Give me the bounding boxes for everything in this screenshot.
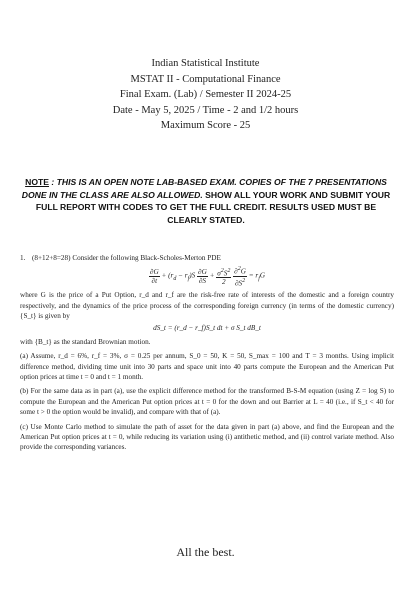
note-italic-text: : THIS IS AN OPEN NOTE LAB-BASED EXAM. COPIES OF THE 7 PRESENTATIONS DONE IN THE CLASS ARE ALSO ALLOWED. xyxy=(21,177,387,200)
question-number: 1. xyxy=(20,254,26,262)
question-marks: (8+12+8=28) xyxy=(32,254,71,262)
exam-title: Final Exam. (Lab) / Semester II 2024-25 xyxy=(119,89,292,100)
question-intro: Consider the following Black-Scholes-Merton PDE xyxy=(72,254,221,262)
part-a: (a) Assume, r_d = 6%, r_f = 3%, σ = 0.25 per annum, S_0 = 50, K = 50, S_max = 100 and T = 3 months. Using implicit difference method, dividing time unit into 30 parts and space unit into 40 parts compute the European and the American Put option prices at time t = 0 and t = 1 month. xyxy=(20,352,394,382)
sde-equation: dS_t = (r_d − r_f)S_t dt + σ S_t dB_t xyxy=(153,324,261,333)
note-bold-text: SHOW ALL YOUR WORK AND SUBMIT YOUR FULL REPORT WITH CODES TO GET THE FULL CREDIT. RESULTS USED MUST BE CLEARLY STATED. xyxy=(35,189,391,225)
pde-rhs: = r xyxy=(248,271,259,280)
course-title: MSTAT II - Computational Finance xyxy=(130,73,281,85)
where-text: where G is the price of a Put Option, r_d and r_f are the risk-free rate of interests of the domestic and a foreign country respectively, and the dynamics of the price process of the corresponding foreign currency (in terms of the domestic currency) {S_t} is given by xyxy=(20,291,394,320)
part-b: (b) For the same data as in part (a), use the explicit difference method for the transformed B-S-M equation (using Z = log S) to compute the European and the American Put option prices at t = 0 for the down and out Barrier at L = 40 (i.e., if S_t < 40 for some t > 0 the option would be invalid), and compare with that of (a). xyxy=(20,387,394,417)
bsm-pde-equation: $\frac{\partial G}{\partial t}$ + $(r_d - r_f)S$ $\frac{\partial G}{\partial S}$ + $\frac{\sigma^2S^2}{2}$ $\frac{\partial^2G}{\partial S^2}$ = $r_fG$ xyxy=(149,266,266,288)
part-c: (c) Use Monte Carlo method to simulate the path of asset for the data given in part (a) above, and find the European and the American Put option prices at t = 0, while reducing its variation using (i) antithetic method, and (ii) control variate method. Also provide the corresponding variances. xyxy=(20,422,394,452)
with-text: with {B_t} as the standard Brownian motion. xyxy=(20,337,151,346)
institute-name: Indian Statistical Institute xyxy=(151,58,260,69)
maximum-score: Maximum Score - 25 xyxy=(160,120,251,131)
closing-text: All the best. xyxy=(176,545,235,559)
question-1 xyxy=(20,253,394,453)
note-label: NOTE xyxy=(25,177,49,187)
exam-note xyxy=(18,176,394,226)
exam-date-time: Date - May 5, 2025 / Time - 2 and 1/2 hours xyxy=(112,104,299,116)
exam-header xyxy=(0,56,411,134)
